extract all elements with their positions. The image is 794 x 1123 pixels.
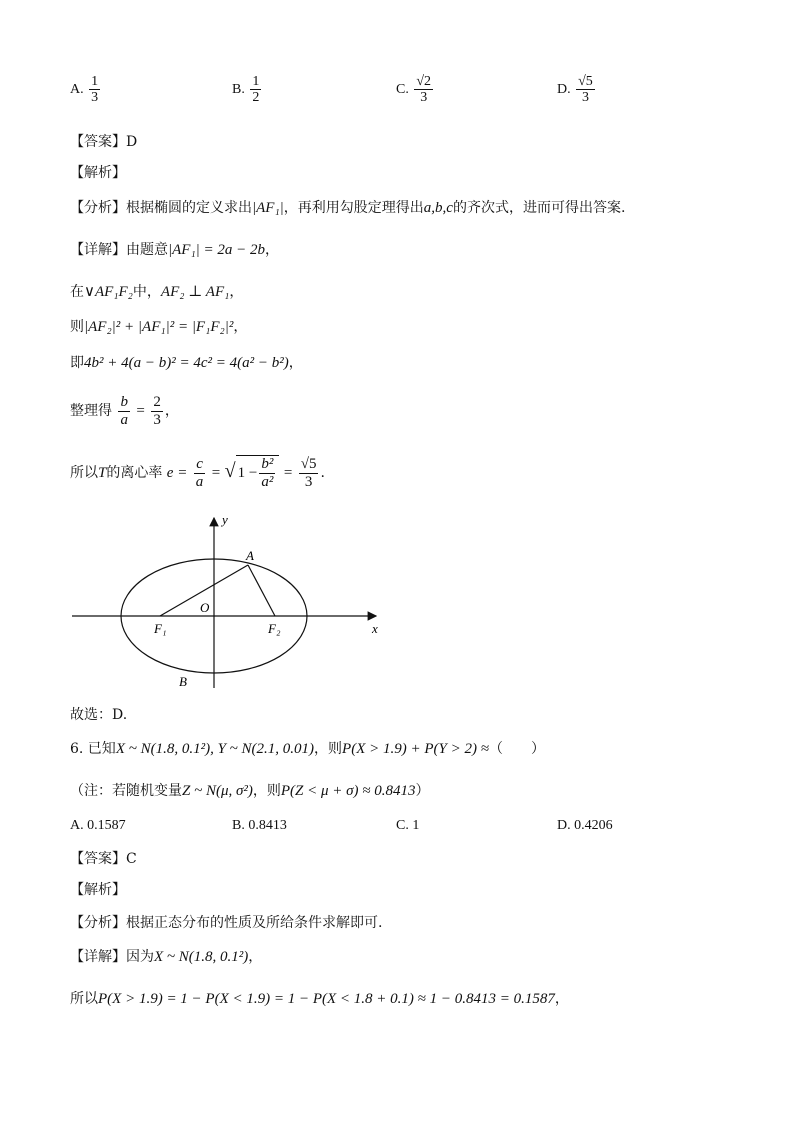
q5-analysis-tag: 【解析】 bbox=[70, 165, 126, 181]
x-axis-label: x bbox=[372, 621, 378, 636]
q6-option-a: A. 0.1587 bbox=[70, 818, 126, 833]
equals-sign: = bbox=[211, 465, 221, 481]
q5-detail-line-3 bbox=[70, 316, 247, 336]
fenxi-text: 根据椭圆的定义求出 bbox=[126, 200, 252, 216]
punctuation: ， bbox=[164, 403, 179, 419]
q5-option-d bbox=[557, 74, 597, 106]
q5-detail-line-5 bbox=[70, 394, 179, 428]
detail-text: 因为 bbox=[126, 949, 154, 965]
detail-text: 所以 bbox=[70, 465, 98, 481]
q5-detail-line-6 bbox=[70, 455, 325, 490]
fenxi-text: 根据正态分布的性质及所给条件求解即可. bbox=[126, 915, 383, 931]
fenxi-text: ，再利用勾股定理得出 bbox=[283, 200, 424, 216]
detail-tag: 【详解】 bbox=[70, 949, 126, 965]
punctuation: ， bbox=[288, 355, 303, 371]
detail-math: ∨AF₁F₂ bbox=[84, 284, 133, 300]
q5-detail-line-4 bbox=[70, 352, 303, 372]
answer-blank: （ ） bbox=[488, 741, 545, 757]
fraction-numerator: c bbox=[196, 456, 203, 472]
q5-detail-line-1 bbox=[70, 239, 279, 259]
q5-option-b bbox=[232, 74, 263, 106]
ellipse-diagram bbox=[70, 512, 382, 692]
fraction-denominator: 3 bbox=[153, 411, 161, 428]
q6-option-d: D. 0.4206 bbox=[557, 818, 613, 833]
fraction-denominator: a bbox=[120, 411, 128, 428]
option-d-denominator: 3 bbox=[581, 90, 589, 106]
option-a-denominator: 3 bbox=[91, 90, 99, 106]
option-b-numerator: 1 bbox=[252, 74, 260, 89]
q6-analysis-tag: 【解析】 bbox=[70, 882, 126, 898]
detail-text: 则 bbox=[70, 319, 84, 335]
detail-tag: 【详解】 bbox=[70, 242, 126, 258]
note-math: P(Z < μ + σ) ≈ 0.8413 bbox=[280, 783, 416, 799]
option-label: D. bbox=[557, 82, 571, 98]
point-a-label: A bbox=[246, 548, 254, 563]
detail-text: 的离心率 bbox=[106, 465, 163, 481]
option-c-numerator: √2 bbox=[416, 74, 432, 89]
stem-text: ，则 bbox=[314, 741, 343, 757]
point-b-label: B bbox=[179, 674, 187, 689]
fraction-numerator: b bbox=[120, 394, 128, 410]
fraction-denominator: 3 bbox=[304, 473, 313, 490]
fenxi-text: 的齐次式，进而可得出答案. bbox=[452, 200, 626, 216]
detail-math: P(X > 1.9) = 1 − P(X < 1.9) = 1 − P(X < 1.8 + 0.1) ≈ 1 − 0.8413 = 0.1587 bbox=[98, 991, 555, 1007]
fenxi-math: |AF₁| bbox=[252, 200, 284, 216]
q5-answer: 【答案】D bbox=[70, 134, 138, 150]
q6-detail-line-2 bbox=[70, 988, 569, 1008]
q6-note bbox=[70, 780, 430, 800]
sqrt-sign: √ bbox=[224, 460, 236, 482]
sqrt-radicand bbox=[236, 455, 280, 490]
detail-math: |AF₁| = 2a − 2b bbox=[168, 242, 266, 258]
stem-math: X ~ N(1.8, 0.1²), Y ~ N(2.1, 0.01) bbox=[115, 741, 315, 757]
q5-detail-line-2 bbox=[70, 281, 243, 301]
focus-f1-label: F₁ bbox=[154, 621, 167, 636]
q5-option-c bbox=[396, 74, 435, 106]
detail-text: 在 bbox=[70, 284, 84, 300]
note-text: （注：若随机变量 bbox=[70, 783, 182, 799]
focus-f2-label: F₂ bbox=[268, 621, 281, 636]
detail-text: 所以 bbox=[70, 991, 98, 1007]
punctuation: ， bbox=[265, 242, 280, 258]
punctuation: ， bbox=[554, 991, 569, 1007]
detail-math: X ~ N(1.8, 0.1²) bbox=[154, 949, 249, 965]
fraction-numerator: 2 bbox=[153, 394, 161, 410]
punctuation: ， bbox=[248, 949, 263, 965]
detail-math: AF₂ ⊥ AF₁ bbox=[160, 284, 230, 300]
detail-text: 即 bbox=[70, 355, 84, 371]
note-text: ，则 bbox=[252, 783, 281, 799]
q6-stem bbox=[70, 738, 545, 758]
punctuation: . bbox=[320, 465, 325, 481]
fraction-numerator: √5 bbox=[300, 456, 317, 472]
punctuation: ， bbox=[229, 284, 244, 300]
origin-label: O bbox=[200, 600, 210, 615]
detail-math: |AF₂|² + |AF₁|² = |F₁F₂|² bbox=[84, 319, 234, 335]
fenxi-tag: 【分析】 bbox=[70, 200, 126, 216]
option-label: B. bbox=[232, 82, 245, 98]
fraction-denominator: a bbox=[195, 473, 204, 490]
note-math: Z ~ N(μ, σ²) bbox=[182, 783, 253, 799]
fenxi-math: a,b,c bbox=[423, 200, 453, 216]
detail-text: 中， bbox=[132, 284, 161, 300]
q6-option-b: B. 0.8413 bbox=[232, 818, 287, 833]
fraction-numerator: b² bbox=[261, 456, 274, 472]
detail-text: 整理得 bbox=[70, 403, 112, 419]
note-text: ） bbox=[415, 783, 430, 799]
option-c-denominator: 3 bbox=[420, 90, 428, 106]
q6-answer: 【答案】C bbox=[70, 851, 137, 867]
q6-option-c: C. 1 bbox=[396, 818, 420, 833]
option-label: A. bbox=[70, 82, 84, 98]
q6-detail-line-1 bbox=[70, 946, 262, 966]
q6-fenxi bbox=[70, 912, 382, 932]
q5-fenxi bbox=[70, 197, 625, 217]
equals-sign: = bbox=[283, 465, 293, 481]
question-number: 6. 已知 bbox=[70, 741, 116, 757]
detail-text: 由题意 bbox=[126, 242, 168, 258]
detail-math: e = bbox=[166, 465, 188, 481]
detail-math: 4b² + 4(a − b)² = 4c² = 4(a² − b²) bbox=[84, 355, 289, 371]
q5-option-a bbox=[70, 74, 102, 106]
q5-conclusion: 故选：D. bbox=[70, 707, 128, 723]
detail-math: T bbox=[98, 465, 107, 481]
detail-math: 1 − bbox=[237, 465, 258, 481]
option-a-numerator: 1 bbox=[91, 74, 99, 89]
fenxi-tag: 【分析】 bbox=[70, 915, 126, 931]
segment-af2 bbox=[248, 565, 275, 616]
y-axis-label: y bbox=[222, 512, 228, 527]
option-d-numerator: √5 bbox=[578, 74, 593, 89]
equals-sign: = bbox=[136, 403, 145, 419]
option-b-denominator: 2 bbox=[252, 90, 260, 106]
punctuation: ， bbox=[233, 319, 248, 335]
stem-math: P(X > 1.9) + P(Y > 2) ≈ bbox=[342, 741, 489, 757]
option-label: C. bbox=[396, 82, 409, 98]
fraction-denominator: a² bbox=[261, 473, 274, 490]
